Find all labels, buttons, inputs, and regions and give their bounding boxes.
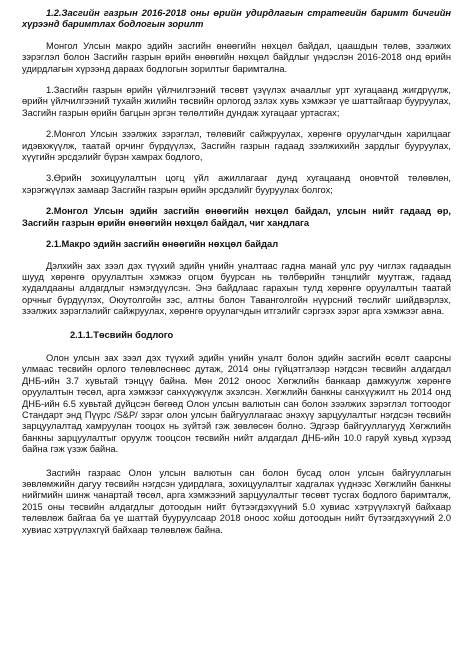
goal-3-paragraph: 3.Өрийн зохицуулалтын цогц үйл ажиллагааг дунд хугацаанд оновчтой төлөвлөн, хэрэгжүүлэх замаар Засгийн газрын өрийн эрсдэлийг бууруулах болгох;: [22, 173, 451, 195]
paragraph-2-1: Дэлхийн зах зээл дэх түүхий эдийн үнийн уналтаас гадна манай улс руу чиглэх гадаадын шууд хөрөнгө оруулалтын хэмжээ огцом буурсан нь төлбөрийн тэнцлийг муутгаж, гадаад худалдааны алдагдлыг нэмэгдүүлсэн. Энэ байдлаас гарахын тулд хөрөнгө оруулалтын таатай орчныг бүрдүүлэх, Оюутолгойн зэс, алтны болон Таванголгойн нүүрсний төслийг шийдвэрлэх, зээлжих зэрэглэлийг сайжруулах, хөрөнгө оруулагчдын итгэлийг сэргээх зэрэг арга хэмжээг авна.: [22, 260, 451, 317]
goal-2-paragraph: 2.Монгол Улсын зээлжих зэрэглэл, төлөвийг сайжруулах, хөрөнгө оруулагчдын харилцааг идэвхжүүлж, таатай орчинг бүрдүүлэх, Засгийн газрын гадаад зээлжихийн зардлыг бууруулах, хүүгийн эрсдэлийг бүрэн хамрах бодлого,: [22, 129, 451, 163]
paragraph-last: Засгийн газраас Олон улсын валютын сан болон бусад олон улсын байгууллагын зөвлөмжийн дагуу төсвийн нэгдсэн удирдлага, зохицуулалтыг хадгалах үүднээс Хөгжлийн банкны нийгмийн шинж чанартай төсөл, арга хэмжээний зарцуулалтыг төсөвт тусгах бодлого баримталж, 2015 оны төсвийн алдагдлыг дотоодын нийт бүтээгдэхүүний 5.0 хувиас хэтрүүлэхгүй байхаар төлөвлөж байгаа ба үе шаттай бууруулсаар 2018 оноос хойш дотоодын нийт бүтээгдэхүүний 2.0 хувиас хэтрүүлэхгүй байхаар төлөвлөж байна.: [22, 467, 451, 535]
intro-paragraph: Монгол Улсын макро эдийн засгийн өнөөгийн нөхцөл байдал, цаашдын төлөв, зээлжих зэрэглэл болон Засгийн газрын өрийн өнөөгийн нөхцөл байдлыг үндэслэн 2016-2018 онд өрийн удирдлагын хүрээнд дараах бодлогын зорилтыг баримтална.: [22, 40, 451, 74]
heading-2: 2.Монгол Улсын эдийн засгийн өнөөгийн нөхцөл байдал, улсын нийт гадаад өр, Засгийн газрын өрийн өнөөгийн нөхцөл байдал, чиг хандлага: [22, 206, 451, 228]
goal-1-paragraph: 1.Засгийн газрын өрийн үйлчилгээний төсөвт үзүүлэх ачааллыг урт хугацаанд жигдрүүлж, өрийн үйлчилгээний тухайн жилийн төсвийн орлогод эзлэх хувь хэмжээг үе шаттайгаар бууруулах, Засгийн газрын өрийн багцын эргэн төлөлтийн дундаж хугацааг уртасгах;: [22, 85, 451, 118]
heading-1-2: 1.2.Засгийн газрын 2016-2018 оны өрийн удирдлагын стратегийн баримт бичгийн хүрээнд баримтлах бодлогын зорилт: [22, 8, 451, 30]
heading-2-1-1: 2.1.1.Төсвийн бодлого: [70, 329, 174, 340]
paragraph-2-1-1: Олон улсын зах зээл дэх түүхий эдийн үнийн уналт болон эдийн засгийн өсөлт саарсны улмаас төсвийн орлого төлөвлөснөөс дутаж, 2014 оны гүйцэтгэлээр нэгдсэн төсвийн алдагдал ДНБ-ийн 3.7 хувьтай тэнцүү байна. Мөн 2012 оноос Хөгжлийн банкаар дамжуулж хөрөнгө оруулалтын төсөл, арга хэмжээг санхүүжүүлж эхэлсэн. Хөгжлийн банкны санхүүжилт нь 2014 онд ДНБ-ийн 6.5 хувьтай дүйцсэн бөгөөд Олон улсын валютын сан болон зээлжих зэрэглэл тогтоодог Стандарт энд Пүүрс /S&P/ зэрэг олон улсын байгууллагаас энэхүү зарцуулалтыг нэгдсэн төсвийн зарцуулалтад хамруулан тооцох нь зүйтэй гэж зөвлөсөн болно. Эдгээр байгууллагууд Хөгжлийн банкны зарцуулалтыг оруулж тооцсон төсвийн нийт алдагдал ДНБ-ийн 10.0 гаруй хувьд хүрээд байна гэж үзэж байна.: [22, 352, 451, 455]
heading-2-1: 2.1.Макро эдийн засгийн өнөөгийн нөхцөл байдал: [46, 239, 279, 250]
